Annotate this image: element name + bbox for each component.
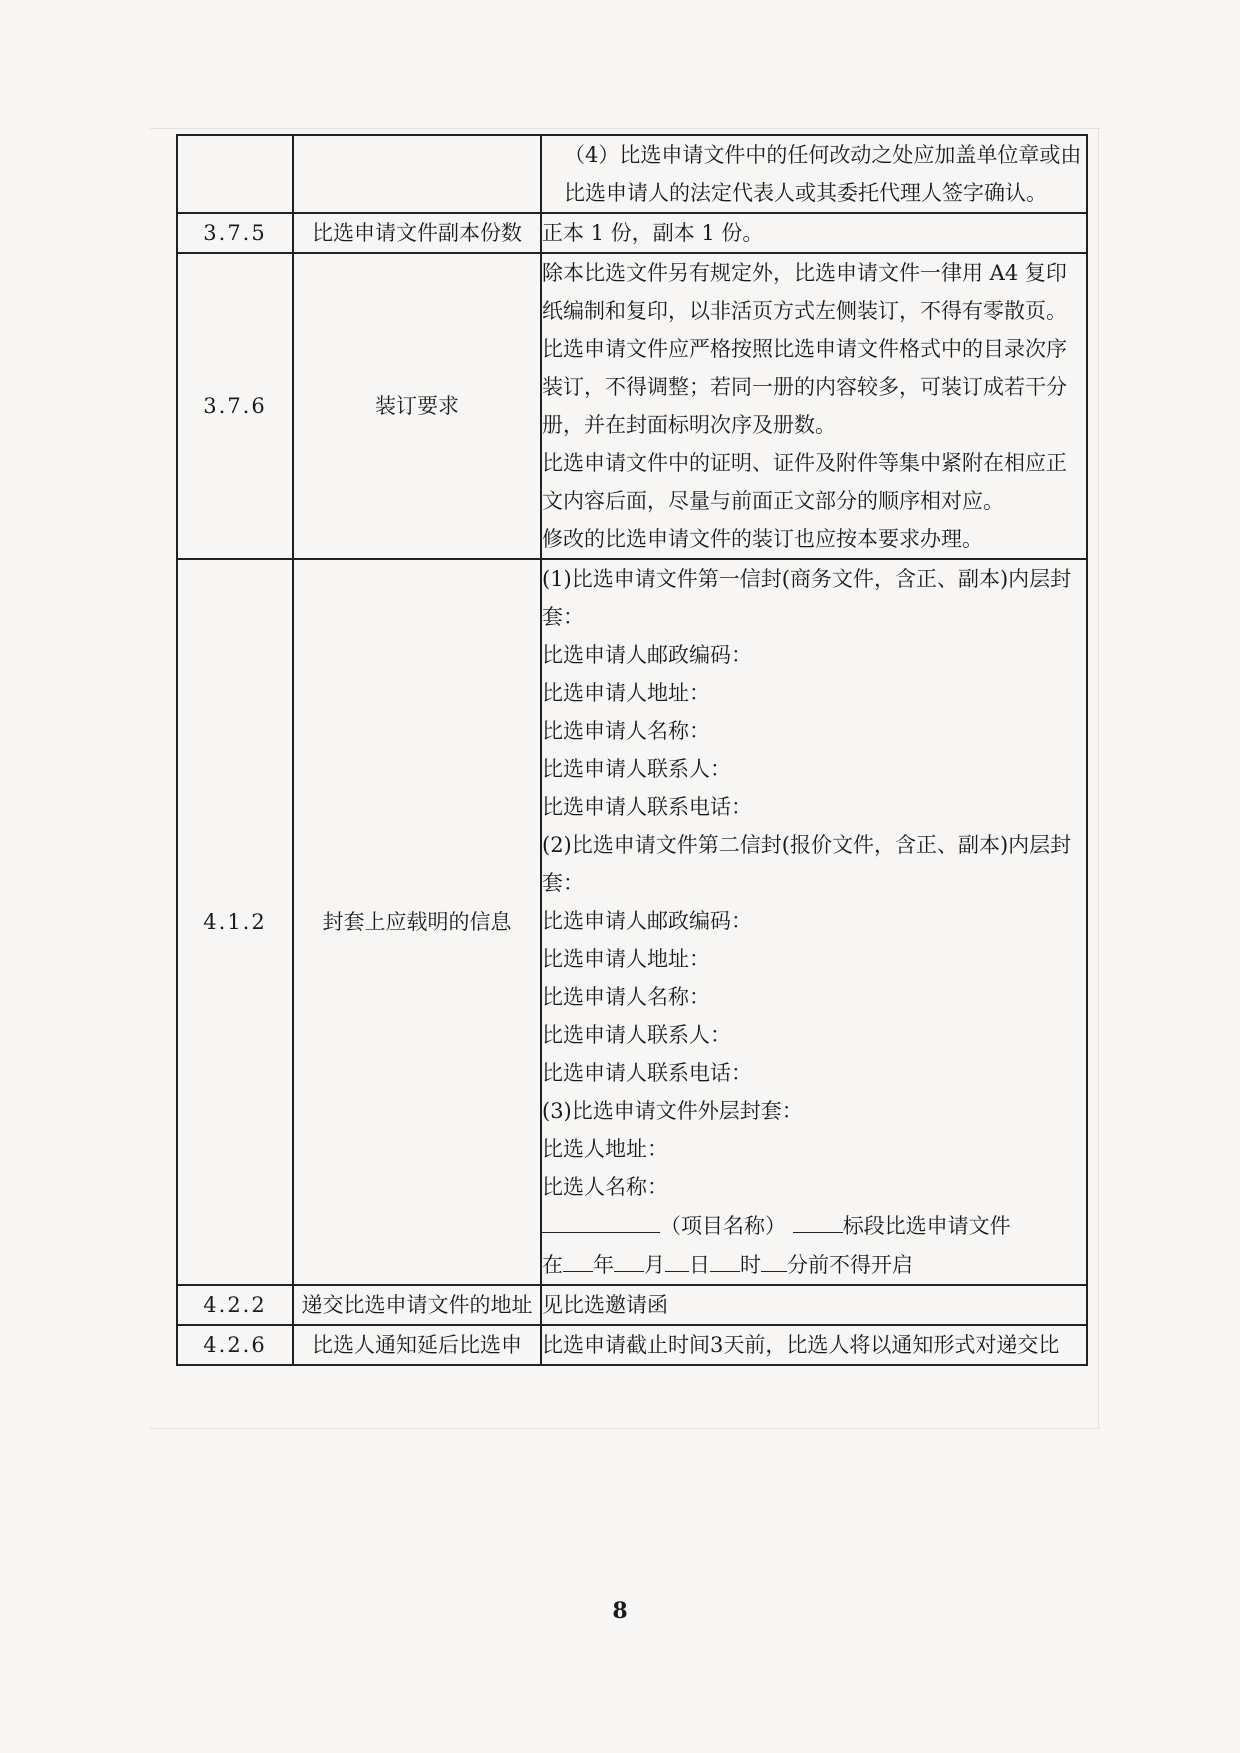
year-blank bbox=[563, 1245, 593, 1272]
content-line: 比选申请截止时间3天前，比选人将以通知形式对递交比 bbox=[542, 1333, 1060, 1357]
hour-blank bbox=[710, 1245, 740, 1272]
content-line: (1)比选申请文件第一信封(商务文件，含正、副本)内层封套： bbox=[542, 567, 1072, 629]
clause-name-cell: 递交比选申请文件的地址 bbox=[293, 1285, 541, 1325]
bleed-through-line bbox=[150, 1428, 1100, 1429]
section-blank bbox=[793, 1206, 843, 1233]
opening-time-line bbox=[542, 1245, 1086, 1284]
requirements-table bbox=[176, 134, 1088, 1366]
clause-content-cell bbox=[541, 253, 1087, 559]
bleed-through-line bbox=[1098, 128, 1099, 1428]
minute-label: 分前不得开启 bbox=[787, 1253, 913, 1277]
table-row bbox=[177, 559, 1087, 1285]
content-line: 除本比选文件另有规定外，比选申请文件一律用 A4 复印纸编制和复印，以非活页方式左侧装订，不得有零散页。 bbox=[542, 261, 1067, 323]
clause-name-cell: 封套上应载明的信息 bbox=[293, 559, 541, 1285]
content-line: 比选申请人地址： bbox=[542, 947, 710, 971]
content-line: 比选申请人邮政编码： bbox=[542, 643, 752, 667]
year-label: 年 bbox=[593, 1253, 614, 1277]
table-row bbox=[177, 1325, 1087, 1365]
table-row bbox=[177, 1285, 1087, 1325]
content-line: (2)比选申请文件第二信封(报价文件，含正、副本)内层封套： bbox=[542, 833, 1072, 895]
content-line: 修改的比选申请文件的装订也应按本要求办理。 bbox=[542, 527, 983, 551]
content-line: 比选申请文件中的证明、证件及附件等集中紧附在相应正文内容后面，尽量与前面正文部分的顺序相对应。 bbox=[542, 451, 1067, 513]
clause-name-cell: 装订要求 bbox=[293, 253, 541, 559]
month-label: 月 bbox=[644, 1253, 665, 1277]
clause-number-cell: 3.7.6 bbox=[177, 253, 293, 559]
clause-content-cell bbox=[541, 559, 1087, 1285]
hour-label: 时 bbox=[740, 1253, 761, 1277]
clause-number-cell bbox=[177, 135, 293, 213]
clause-name-cell: 比选申请文件副本份数 bbox=[293, 213, 541, 253]
bleed-through-line bbox=[150, 128, 1100, 129]
content-line: 比选申请人邮政编码： bbox=[542, 909, 752, 933]
day-blank bbox=[665, 1245, 689, 1272]
project-name-blank bbox=[542, 1206, 660, 1233]
clause-content-cell bbox=[541, 213, 1087, 253]
clause-name-cell bbox=[293, 135, 541, 213]
table-row bbox=[177, 213, 1087, 253]
content-line: 比选人地址： bbox=[542, 1137, 668, 1161]
clause-number-cell: 3.7.5 bbox=[177, 213, 293, 253]
content-line: 正本 1 份，副本 1 份。 bbox=[542, 221, 764, 245]
content-line: (3)比选申请文件外层封套： bbox=[542, 1099, 803, 1123]
page-number: 8 bbox=[612, 1598, 628, 1624]
content-line: （4）比选申请文件中的任何改动之处应加盖单位章或由比选申请人的法定代表人或其委托代理人签字确认。 bbox=[564, 143, 1082, 205]
content-line: 比选申请人名称： bbox=[542, 719, 710, 743]
content-line: 比选申请人地址： bbox=[542, 681, 710, 705]
month-blank bbox=[614, 1245, 644, 1272]
content-line: 比选申请人联系人： bbox=[542, 757, 731, 781]
clause-name-cell: 比选人通知延后比选申 bbox=[293, 1325, 541, 1365]
content-line: 比选申请人联系电话： bbox=[542, 795, 752, 819]
table-row bbox=[177, 253, 1087, 559]
section-label: 标段比选申请文件 bbox=[842, 1214, 1011, 1238]
clause-content-cell bbox=[541, 135, 1087, 213]
project-name-line bbox=[542, 1206, 1086, 1245]
content-line: 比选申请人名称： bbox=[542, 985, 710, 1009]
minute-blank bbox=[761, 1245, 787, 1272]
project-name-label: （项目名称） bbox=[660, 1214, 786, 1238]
clause-number-cell: 4.2.2 bbox=[177, 1285, 293, 1325]
content-line: 比选申请文件应严格按照比选申请文件格式中的目录次序装订，不得调整；若同一册的内容较多，可装订成若干分册，并在封面标明次序及册数。 bbox=[542, 337, 1067, 437]
clause-content-cell bbox=[541, 1325, 1087, 1365]
day-label: 日 bbox=[689, 1253, 710, 1277]
clause-number-cell: 4.2.6 bbox=[177, 1325, 293, 1365]
clause-content-cell bbox=[541, 1285, 1087, 1325]
content-line: 比选申请人联系电话： bbox=[542, 1061, 752, 1085]
table-row bbox=[177, 135, 1087, 213]
content-line: 见比选邀请函 bbox=[542, 1293, 668, 1317]
at-label: 在 bbox=[542, 1253, 563, 1277]
content-line: 比选人名称： bbox=[542, 1175, 668, 1199]
clause-number-cell: 4.1.2 bbox=[177, 559, 293, 1285]
content-line: 比选申请人联系人： bbox=[542, 1023, 731, 1047]
